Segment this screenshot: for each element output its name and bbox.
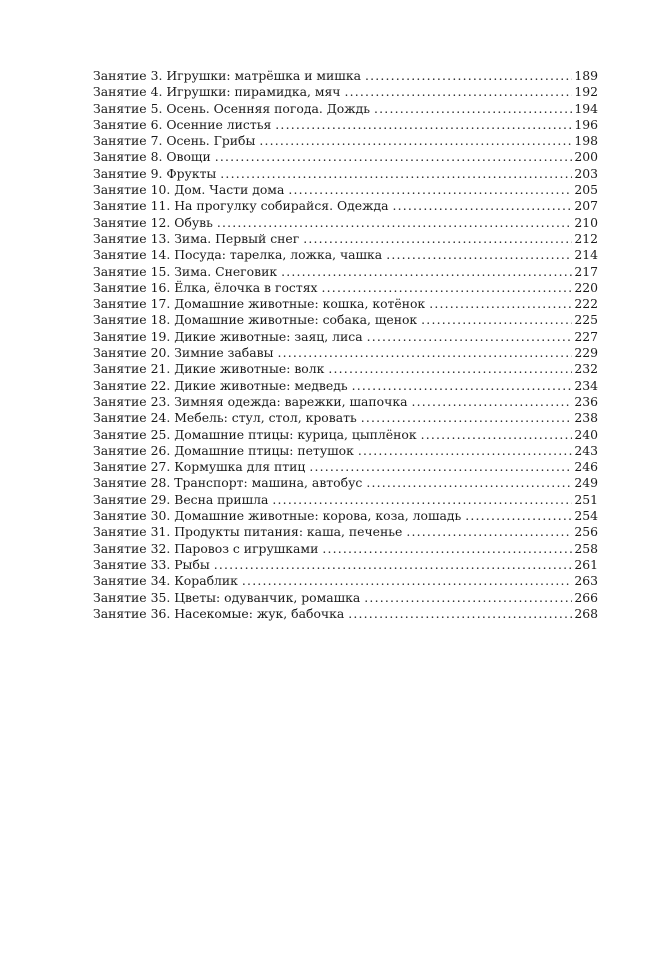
toc-dot-leader [322,541,572,557]
toc-entry-page-number: 196 [574,116,598,132]
toc-entry [93,475,598,491]
toc-entry-title: Занятие 8. Овощи [93,149,211,165]
toc-entry [93,84,598,100]
toc-dot-leader [429,296,572,312]
toc-entry [93,394,598,410]
toc-entry-title: Занятие 22. Дикие животные: медведь [93,377,348,393]
toc-entry [93,329,598,345]
toc-entry-title: Занятие 18. Домашние животные: собака, щенок [93,312,418,328]
toc-entry [93,117,598,133]
toc-dot-leader [275,117,572,133]
toc-dot-leader [364,590,572,606]
toc-entry-title: Занятие 31. Продукты питания: каша, печенье [93,524,403,540]
toc-dot-leader [352,378,573,394]
toc-dot-leader [220,166,572,182]
toc-dot-leader [242,573,572,589]
toc-entry-title: Занятие 29. Весна пришла [93,491,269,507]
toc-entry-page-number: 268 [574,605,598,621]
toc-entry [93,590,598,606]
toc-entry-page-number: 246 [574,459,598,475]
toc-entry [93,541,598,557]
toc-dot-leader [406,524,572,540]
toc-dot-leader [345,84,573,100]
toc-entry-title: Занятие 33. Рыбы [93,556,210,572]
toc-entry-page-number: 207 [574,198,598,214]
table-of-contents [93,68,598,622]
toc-entry-page-number: 192 [574,84,598,100]
toc-entry [93,231,598,247]
toc-entry-title: Занятие 11. На прогулку собирайся. Одежда [93,198,389,214]
toc-entry-page-number: 251 [574,491,598,507]
toc-entry-page-number: 261 [574,556,598,572]
toc-dot-leader [421,427,573,443]
toc-entry-page-number: 266 [574,589,598,605]
toc-dot-leader [361,410,573,426]
toc-dot-leader [465,508,572,524]
toc-entry-page-number: 238 [574,410,598,426]
toc-entry [93,296,598,312]
toc-entry [93,198,598,214]
toc-dot-leader [322,280,573,296]
toc-entry-page-number: 256 [574,524,598,540]
toc-entry [93,524,598,540]
toc-entry [93,345,598,361]
toc-entry-page-number: 203 [574,165,598,181]
toc-entry-page-number: 220 [574,279,598,295]
toc-entry-title: Занятие 27. Кормушка для птиц [93,459,306,475]
toc-entry [93,101,598,117]
toc-entry-title: Занятие 26. Домашние птицы: петушок [93,442,354,458]
toc-entry [93,606,598,622]
toc-entry [93,427,598,443]
toc-dot-leader [366,475,572,491]
toc-entry [93,459,598,475]
toc-entry-page-number: 229 [574,345,598,361]
toc-entry [93,215,598,231]
toc-dot-leader [281,264,572,280]
toc-dot-leader [288,182,572,198]
toc-entry [93,443,598,459]
toc-entry-title: Занятие 23. Зимняя одежда: варежки, шапочка [93,393,408,409]
toc-dot-leader [259,133,572,149]
toc-dot-leader [328,361,572,377]
toc-dot-leader [358,443,572,459]
toc-entry-page-number: 234 [574,377,598,393]
toc-entry [93,247,598,263]
toc-entry-title: Занятие 15. Зима. Снеговик [93,263,278,279]
toc-entry [93,378,598,394]
toc-entry-title: Занятие 35. Цветы: одуванчик, ромашка [93,589,361,605]
toc-entry-page-number: 232 [574,361,598,377]
toc-entry-page-number: 198 [574,133,598,149]
toc-dot-leader [374,101,572,117]
toc-dot-leader [214,557,573,573]
toc-entry-page-number: 227 [574,328,598,344]
toc-entry-page-number: 254 [574,508,598,524]
toc-entry [93,557,598,573]
toc-dot-leader [215,149,573,165]
toc-entry [93,573,598,589]
toc-entry-title: Занятие 3. Игрушки: матрёшка и мишка [93,68,361,83]
toc-entry [93,280,598,296]
toc-entry-page-number: 243 [574,442,598,458]
toc-entry-page-number: 222 [574,296,598,312]
toc-dot-leader [277,345,572,361]
toc-dot-leader [365,68,572,84]
toc-entry [93,182,598,198]
toc-entry-title: Занятие 10. Дом. Части дома [93,182,285,198]
toc-entry [93,312,598,328]
toc-entry-title: Занятие 20. Зимние забавы [93,345,274,361]
toc-entry-title: Занятие 28. Транспорт: машина, автобус [93,475,363,491]
toc-entry-page-number: 217 [574,263,598,279]
toc-dot-leader [386,247,572,263]
toc-entry-title: Занятие 36. Насекомые: жук, бабочка [93,605,345,621]
toc-entry [93,133,598,149]
toc-entry-title: Занятие 17. Домашние животные: кошка, котёнок [93,296,426,312]
toc-entry-page-number: 189 [574,68,598,83]
toc-dot-leader [309,459,572,475]
toc-entry-page-number: 194 [574,100,598,116]
toc-entry-title: Занятие 30. Домашние животные: корова, коза, лошадь [93,508,462,524]
toc-dot-leader [303,231,572,247]
toc-dot-leader [367,329,573,345]
toc-entry [93,68,598,84]
toc-dot-leader [392,198,572,214]
toc-entry-page-number: 240 [574,426,598,442]
toc-entry-page-number: 214 [574,247,598,263]
toc-entry-title: Занятие 13. Зима. Первый снег [93,230,300,246]
toc-entry-title: Занятие 5. Осень. Осенняя погода. Дождь [93,100,371,116]
toc-entry-title: Занятие 12. Обувь [93,214,213,230]
toc-entry-page-number: 236 [574,393,598,409]
toc-entry-title: Занятие 9. Фрукты [93,165,217,181]
toc-entry-title: Занятие 7. Осень. Грибы [93,133,256,149]
toc-entry-title: Занятие 25. Домашние птицы: курица, цыплёнок [93,426,417,442]
toc-entry [93,149,598,165]
toc-entry-page-number: 249 [574,475,598,491]
toc-entry-title: Занятие 16. Ёлка, ёлочка в гостях [93,279,318,295]
toc-entry-page-number: 200 [574,149,598,165]
toc-dot-leader [217,215,573,231]
toc-entry-title: Занятие 14. Посуда: тарелка, ложка, чашка [93,247,383,263]
toc-dot-leader [421,312,572,328]
toc-entry-page-number: 258 [574,540,598,556]
toc-dot-leader [348,606,572,622]
toc-entry [93,166,598,182]
toc-entry-page-number: 210 [574,214,598,230]
toc-entry [93,264,598,280]
toc-entry-title: Занятие 4. Игрушки: пирамидка, мяч [93,84,341,100]
toc-entry [93,508,598,524]
toc-entry-page-number: 212 [574,230,598,246]
toc-entry-page-number: 225 [574,312,598,328]
toc-entry [93,492,598,508]
toc-entry [93,361,598,377]
toc-entry-title: Занятие 21. Дикие животные: волк [93,361,325,377]
toc-entry-page-number: 263 [574,573,598,589]
toc-entry-title: Занятие 6. Осенние листья [93,116,272,132]
toc-dot-leader [411,394,572,410]
toc-entry-page-number: 205 [574,182,598,198]
toc-entry-title: Занятие 34. Кораблик [93,573,238,589]
toc-dot-leader [272,492,572,508]
toc-entry [93,410,598,426]
toc-entry-title: Занятие 19. Дикие животные: заяц, лиса [93,328,363,344]
toc-entry-title: Занятие 24. Мебель: стул, стол, кровать [93,410,357,426]
toc-entry-title: Занятие 32. Паровоз с игрушками [93,540,319,556]
